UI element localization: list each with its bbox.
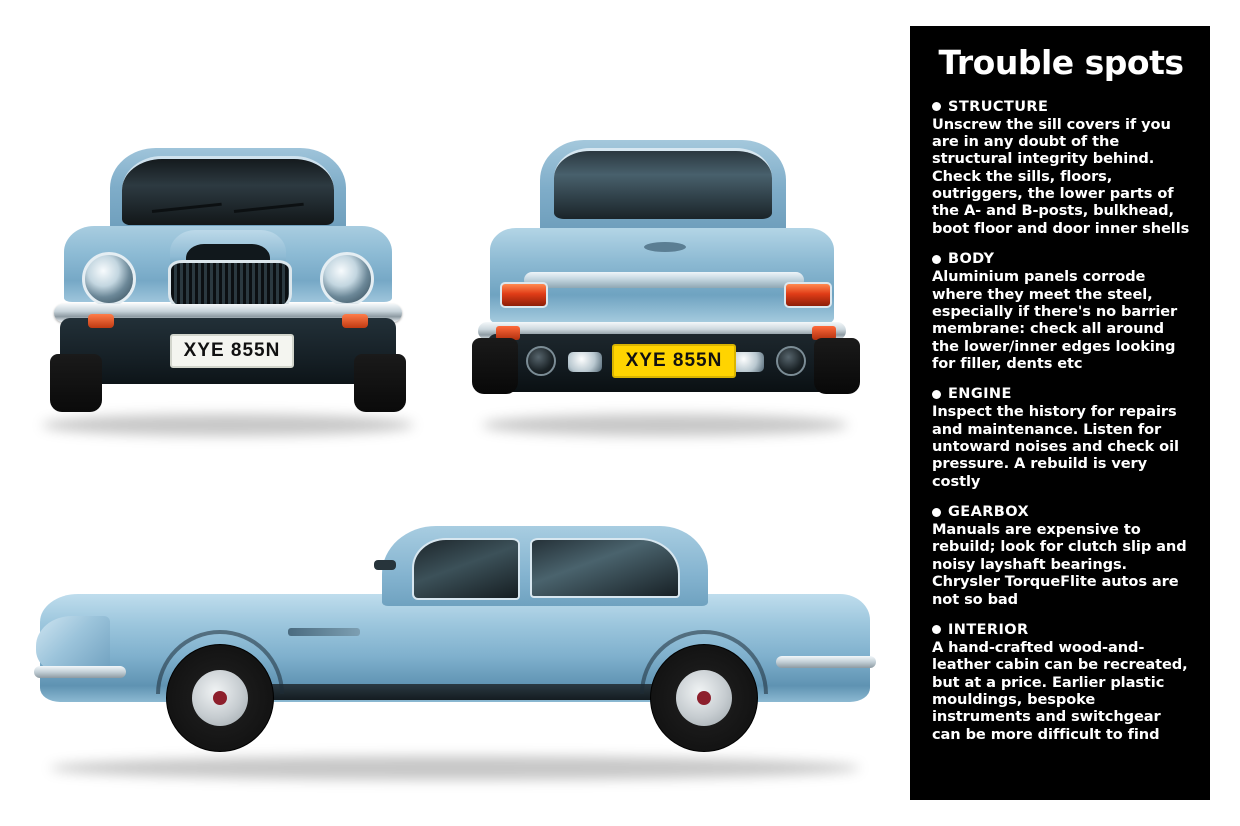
trouble-spot-text: Unscrew the sill covers if you are in any doubt of the structural integrity behind. Check the sills, floors, outriggers, the lower parts of the A- and B-posts, bulkhead, boot floor and door inner shells xyxy=(932,115,1190,237)
road-wheel-rear xyxy=(650,644,758,752)
rear-badge xyxy=(644,242,686,252)
bullet-dot-icon xyxy=(932,625,941,634)
panel-title: Trouble spots xyxy=(938,43,1184,82)
front-shadow xyxy=(42,414,414,436)
trouble-spot-body xyxy=(932,251,1190,372)
bullet-dot-icon xyxy=(932,508,941,517)
rear-wheel-left xyxy=(472,338,518,394)
windscreen xyxy=(122,156,334,225)
trouble-spot-interior xyxy=(932,622,1190,743)
wheel-hub-front xyxy=(192,670,248,726)
trouble-spot-gearbox xyxy=(932,504,1190,608)
trouble-spot-structure xyxy=(932,99,1190,238)
exhaust-left xyxy=(526,346,556,376)
trouble-spot-text: Inspect the history for repairs and maintenance. Listen for untoward noises and check oil pressure. A rebuild is very costly xyxy=(932,403,1179,490)
trouble-spot-heading xyxy=(932,251,1190,267)
front-wheel-left xyxy=(50,354,102,412)
trouble-spots-panel xyxy=(910,26,1210,800)
front-number-plate: XYE 855N xyxy=(170,334,294,368)
rear-screen xyxy=(554,148,772,219)
bullet-dot-icon xyxy=(932,255,941,264)
side-rear-bumper xyxy=(776,656,876,668)
trouble-spot-text: Aluminium panels corrode where they meet the steel, especially if there's no barrier membrane: check all around the lower/inner edges looking for filler, dents etc xyxy=(932,268,1178,372)
car-front-view-photo xyxy=(28,130,428,430)
front-bodyshell xyxy=(48,148,408,398)
bullet-dot-icon xyxy=(932,390,941,399)
headlamp-left xyxy=(82,252,136,306)
trouble-spot-heading-text: GEARBOX xyxy=(948,504,1030,521)
front-indicator-left xyxy=(88,314,114,328)
reverse-lamp-left xyxy=(568,352,602,372)
trouble-spot-heading-text: ENGINE xyxy=(948,386,1012,403)
car-rear-view-photo xyxy=(466,130,866,430)
car-side-view-photo xyxy=(30,498,880,788)
side-window-rear xyxy=(530,538,680,598)
trouble-spot-heading xyxy=(932,386,1190,402)
trouble-spot-engine xyxy=(932,386,1190,490)
rear-number-plate: XYE 855N xyxy=(612,344,736,378)
side-front-bumper xyxy=(34,666,126,678)
taillamp-right xyxy=(784,282,832,308)
trouble-spot-text: A hand-crafted wood-and-leather cabin can be recreated, but at a price. Earlier plastic mouldings, bespoke instruments and switchgear can be more difficult to find xyxy=(932,638,1188,743)
bullet-dot-icon xyxy=(932,102,941,111)
headlamp-right xyxy=(320,252,374,306)
taillamp-left xyxy=(500,282,548,308)
road-wheel-front xyxy=(166,644,274,752)
trouble-spot-heading-text: STRUCTURE xyxy=(948,98,1049,115)
side-shadow xyxy=(50,756,860,780)
trouble-spot-text: Manuals are expensive to rebuild; look for clutch slip and noisy layshaft bearings. Chrysler TorqueFlite autos are not so bad xyxy=(932,521,1187,608)
trouble-spot-heading xyxy=(932,99,1190,115)
wheel-hub-rear xyxy=(676,670,732,726)
trouble-spot-heading-text: BODY xyxy=(948,251,995,268)
side-window-front xyxy=(412,538,520,600)
front-wheel-right xyxy=(354,354,406,412)
rear-shadow xyxy=(482,414,848,436)
door-mirror xyxy=(374,560,396,570)
trouble-spot-heading xyxy=(932,622,1190,638)
exhaust-right xyxy=(776,346,806,376)
front-indicator-right xyxy=(342,314,368,328)
side-wing-badge xyxy=(288,628,360,636)
boot-lid-trim xyxy=(524,272,804,288)
trouble-spot-heading-text: INTERIOR xyxy=(948,621,1029,638)
trouble-spot-heading xyxy=(932,504,1190,520)
rear-wheel-right xyxy=(814,338,860,394)
